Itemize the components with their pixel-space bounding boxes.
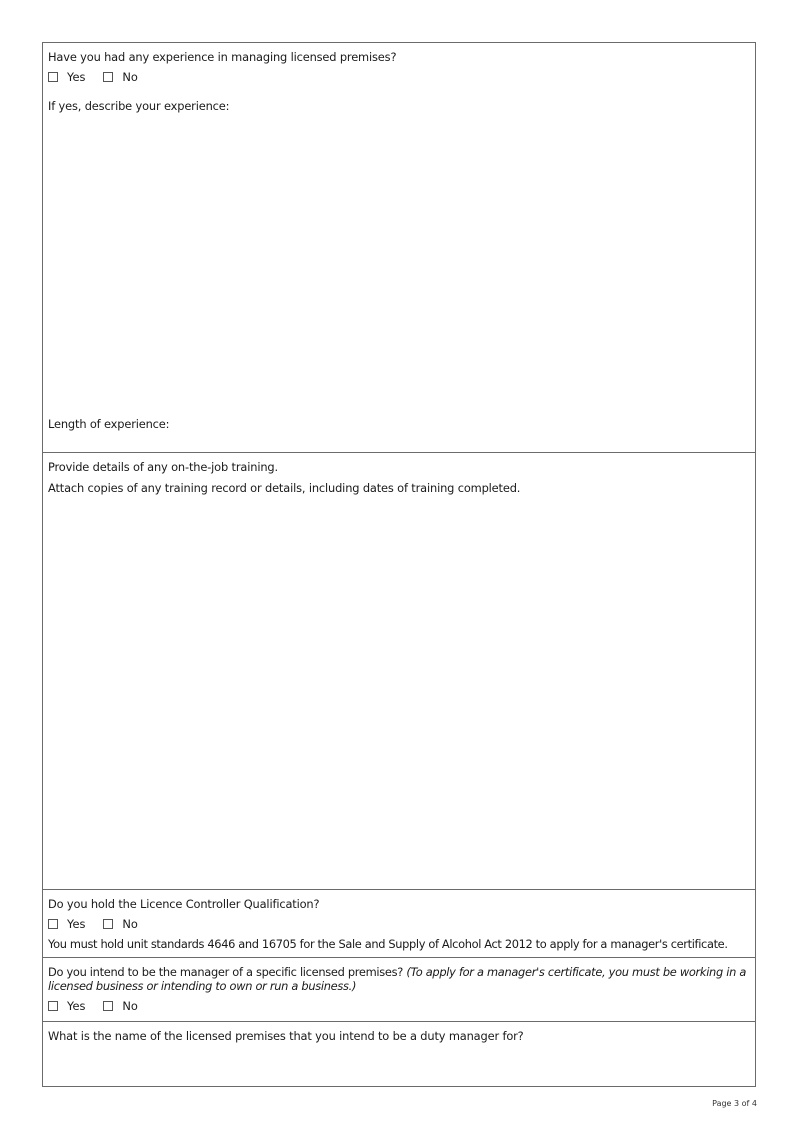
intend-manager-yes-checkbox[interactable] (48, 999, 85, 1013)
experience-options (48, 70, 156, 84)
checkbox-box[interactable] (48, 72, 58, 82)
intend-manager-question: Do you intend to be the manager of a specific licensed premises? (48, 965, 404, 979)
experience-section (43, 43, 755, 452)
intend-manager-no-checkbox[interactable] (103, 999, 138, 1013)
describe-experience-label: If yes, describe your experience: (48, 99, 230, 113)
checkbox-label: Yes (67, 999, 86, 1013)
qualification-section (43, 889, 755, 957)
intend-manager-note: (To apply for a manager's certificate, you must be working in a licensed business or intending to own or run a business.) (48, 965, 747, 993)
training-details-field[interactable] (47, 501, 751, 885)
training-line-1: Provide details of any on-the-job training. (48, 460, 278, 474)
premises-name-question: What is the name of the licensed premises that you intend to be a duty manager for? (48, 1029, 524, 1043)
checkbox-box[interactable] (103, 72, 113, 82)
intend-manager-question-block (48, 965, 749, 993)
checkbox-box[interactable] (103, 919, 113, 929)
checkbox-label: No (122, 999, 138, 1013)
training-section (43, 452, 755, 889)
intend-manager-options (48, 999, 156, 1013)
length-of-experience-field[interactable] (173, 433, 751, 449)
qualification-no-checkbox[interactable] (103, 917, 138, 931)
qualification-yes-checkbox[interactable] (48, 917, 85, 931)
training-line-2: Attach copies of any training record or details, including dates of training completed. (48, 481, 521, 495)
premises-name-field[interactable] (47, 1048, 751, 1084)
checkbox-label: No (122, 70, 138, 84)
premises-name-section (43, 1021, 755, 1087)
checkbox-box[interactable] (48, 919, 58, 929)
application-form (42, 42, 756, 1087)
checkbox-label: No (122, 917, 138, 931)
experience-no-checkbox[interactable] (103, 70, 138, 84)
qualification-options (48, 917, 156, 931)
intend-manager-section (43, 957, 755, 1021)
page-number: Page 3 of 4 (712, 1099, 757, 1108)
experience-question: Have you had any experience in managing licensed premises? (48, 50, 397, 64)
qualification-note: You must hold unit standards 4646 and 16705 for the Sale and Supply of Alcohol Act 2012 to apply for a manager's certificate. (48, 937, 728, 951)
checkbox-box[interactable] (48, 1001, 58, 1011)
length-of-experience-label: Length of experience: (48, 417, 170, 431)
checkbox-box[interactable] (103, 1001, 113, 1011)
qualification-question: Do you hold the Licence Controller Qualification? (48, 897, 320, 911)
checkbox-label: Yes (67, 917, 86, 931)
checkbox-label: Yes (67, 70, 86, 84)
describe-experience-field[interactable] (47, 117, 751, 412)
experience-yes-checkbox[interactable] (48, 70, 85, 84)
